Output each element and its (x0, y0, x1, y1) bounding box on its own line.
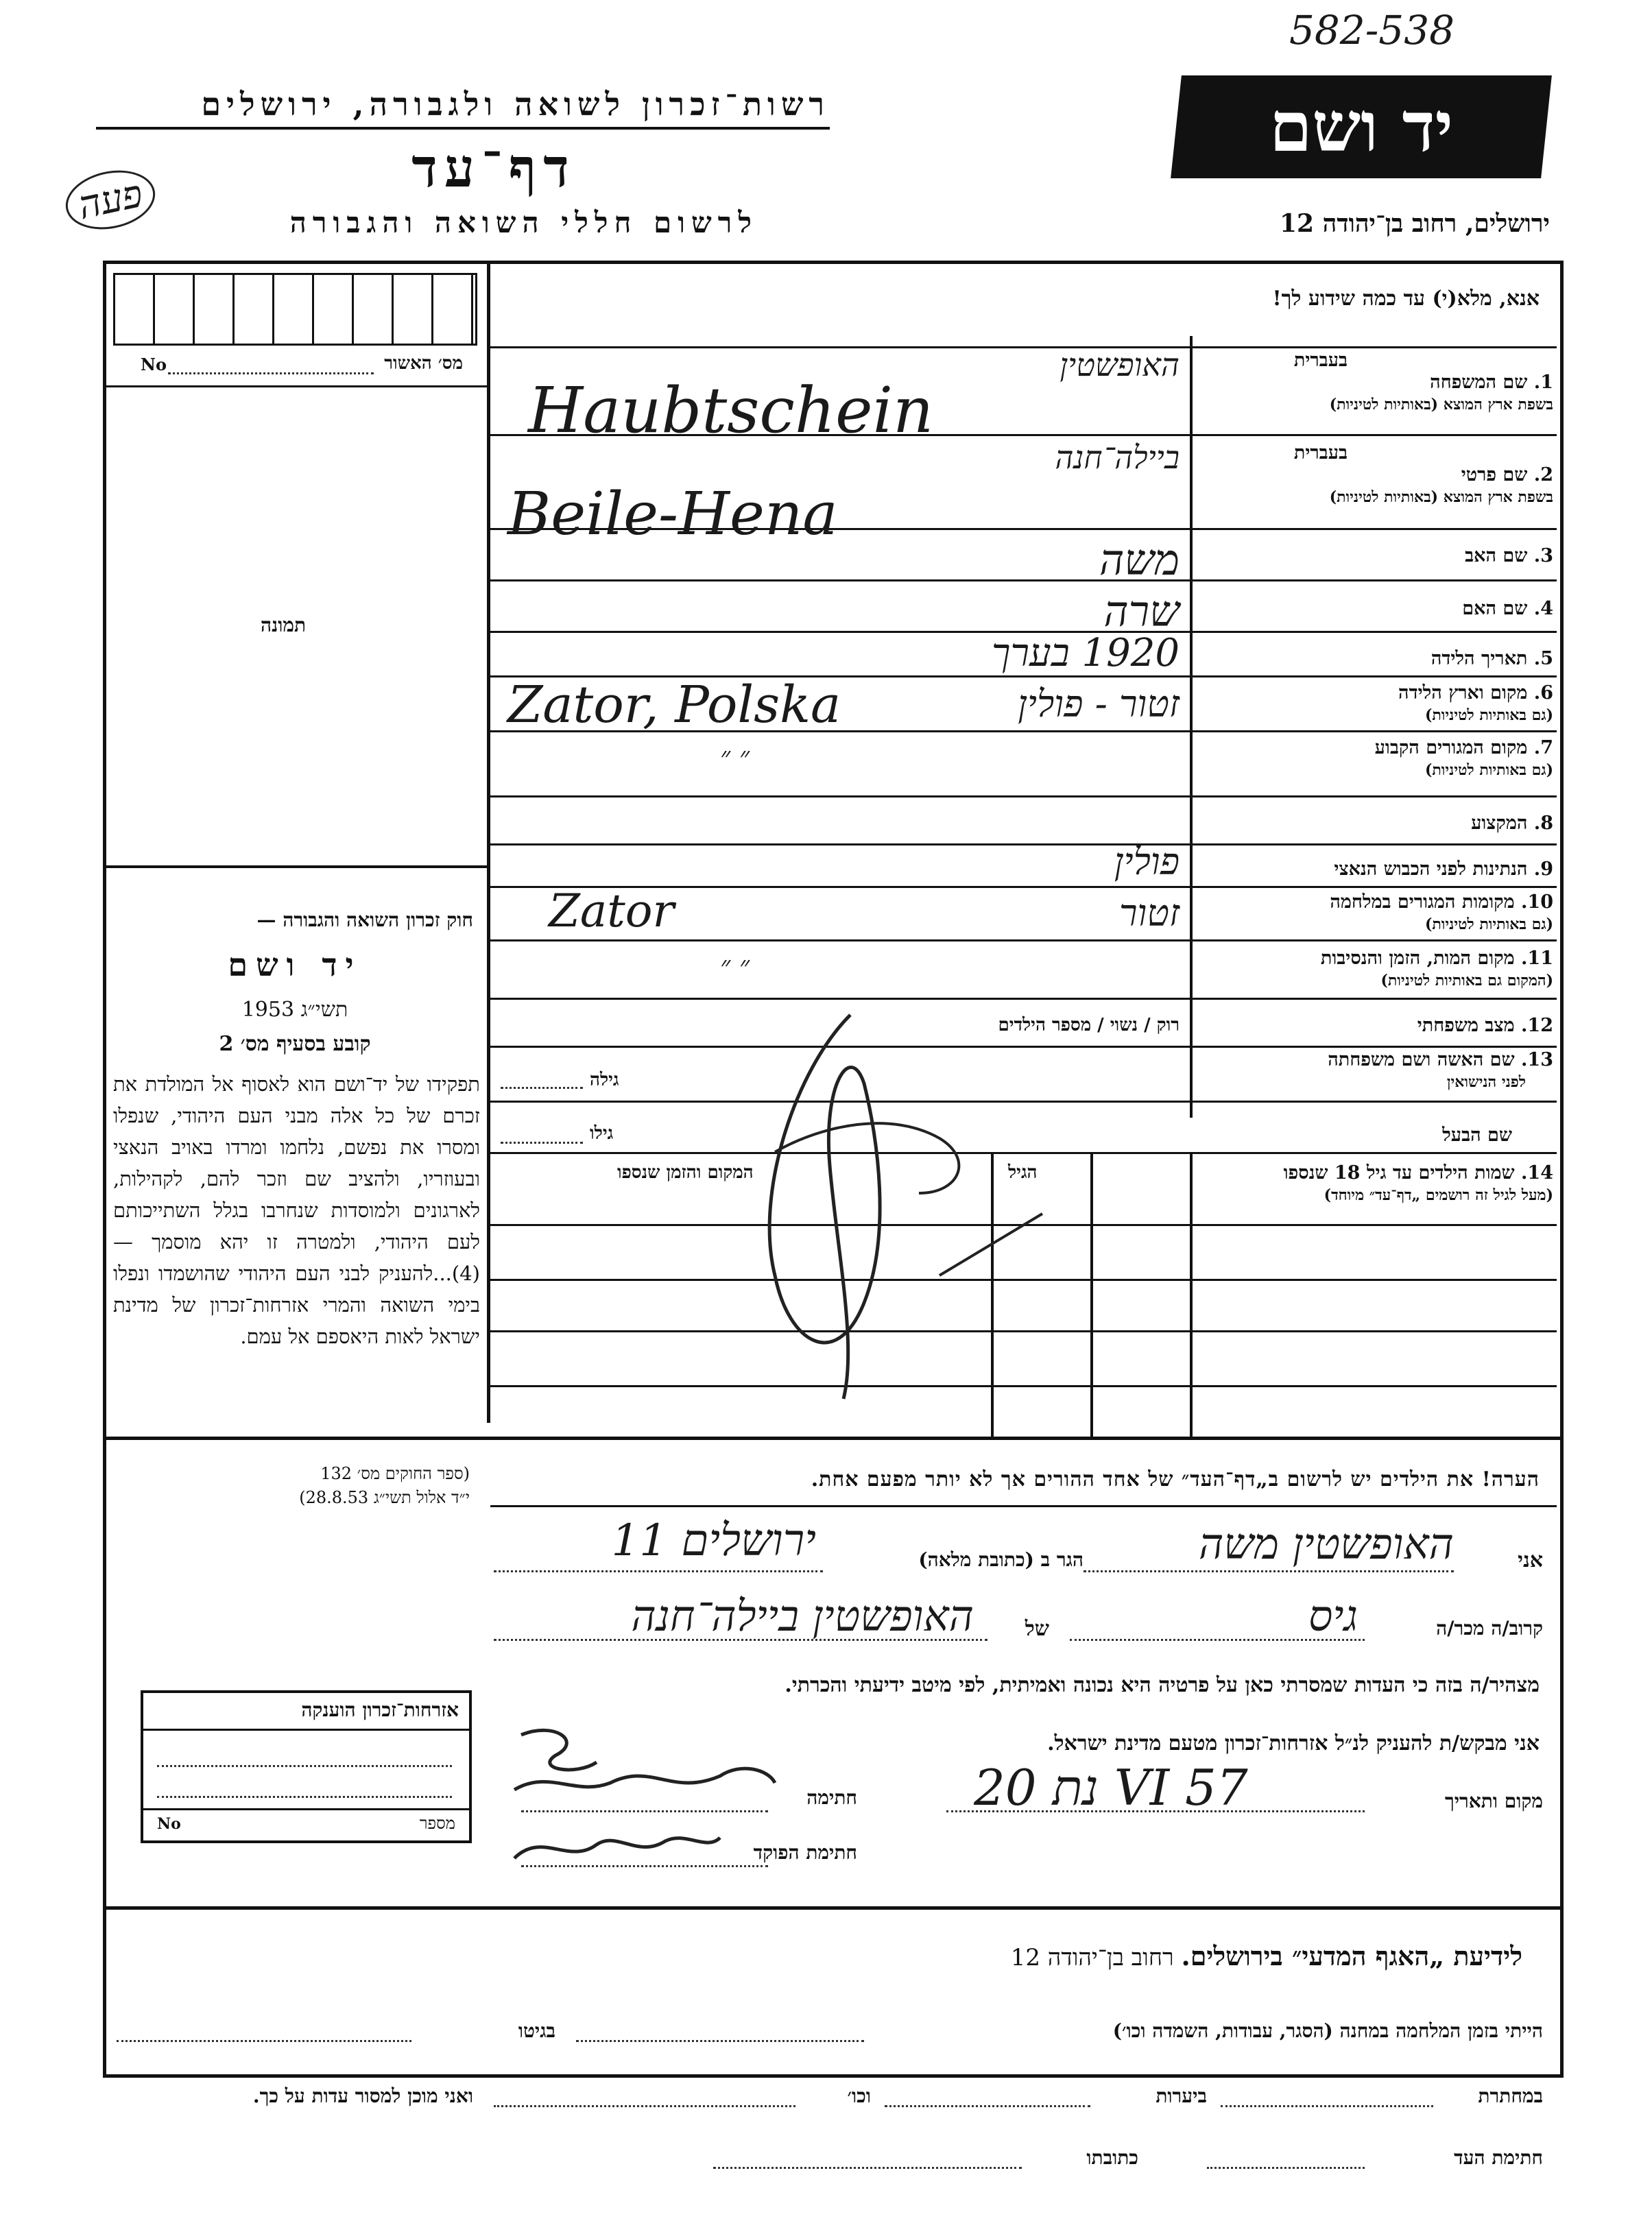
form-subtitle: לרשום חללי השואה והגבורה (289, 206, 758, 239)
field-2-note: בשפת ארץ המוצא (באותיות לטיניות) (1329, 488, 1553, 506)
field-1-num: 1. (1533, 372, 1553, 393)
form-title: דף־עד (411, 137, 576, 200)
field-9-num: 9. (1533, 859, 1553, 880)
field-7-num: 7. (1533, 737, 1553, 758)
decl-address-value[interactable]: ירושלים 11 (611, 1515, 816, 1566)
field-14-num: 14. (1521, 1162, 1553, 1184)
field-7-note: (גם באותיות לטיניות) (1424, 761, 1553, 779)
note-line: הערה! את הילדים יש לרשום ב„דף־העד״ של אחד ההורים אך לא יותר מפעם אחת. (811, 1467, 1540, 1491)
field-6-note: (גם באותיות לטיניות) (1424, 706, 1553, 724)
margin-mark: פעה (60, 163, 160, 237)
field-4-num: 4. (1533, 598, 1553, 619)
field-14-title: שמות הילדים עד גיל 18 שנספו (1283, 1162, 1515, 1184)
field-6-num: 6. (1533, 682, 1553, 704)
decl-i-label: אני (1518, 1548, 1543, 1572)
law-clause: קובע בסעיף מס׳ 2 (219, 1032, 371, 1056)
official-sig-label: חתימת הפוקד (753, 1841, 857, 1864)
field-1-label (1197, 350, 1553, 416)
husband-age-label: גילו (590, 1123, 614, 1144)
father-name[interactable]: משה (1099, 535, 1180, 585)
signature-label: חתימה (806, 1786, 857, 1809)
approval-no-label: מס׳ האשור (384, 353, 463, 374)
birthplace-latin[interactable]: Zator, Polska (507, 675, 841, 734)
law-title: חוק זכרון השואה והגבורה — (256, 909, 473, 931)
field-12-status-options: רוק / נשוי / מספר הילדים (998, 1015, 1180, 1035)
field-9-title: הנתינות לפני הכבוש הנאצי (1334, 859, 1528, 880)
footer-line1-b: בגיטו (518, 2019, 555, 2042)
field-12-num: 12. (1521, 1015, 1553, 1036)
approval-no-symbol: No (141, 355, 167, 374)
place-date-label: מקום ותאריך (1444, 1790, 1543, 1812)
field-14-note: (מעל לגיל זה רושמים „דף־עד״ מיוחד) (1324, 1186, 1553, 1204)
handwritten-scribble (617, 987, 1097, 1433)
field-7-label (1197, 737, 1553, 781)
footer-line2-c: וכו׳ (847, 2085, 871, 2107)
footer-line2-b: ביערות (1156, 2085, 1207, 2107)
decl-request: אני מבקש/ת להעניק לנ״ל אזרחות־זכרון מטעם מדינת ישראל. (1047, 1731, 1540, 1755)
field-2-lang: בעברית (1293, 442, 1348, 464)
field-1-title: שם המשפחה (1430, 372, 1528, 393)
approval-no-row (113, 353, 477, 381)
footer-heading (494, 1941, 1522, 1972)
mother-name[interactable]: שרה (1103, 586, 1180, 636)
footer-line2-a: במחתרת (1478, 2085, 1543, 2107)
field-4-title: שם האם (1462, 598, 1528, 619)
field-13-note: לפני הנישואין (1446, 1073, 1526, 1091)
field-11-label (1197, 948, 1553, 992)
husband-label: שם הבעל (1442, 1125, 1512, 1146)
archive-number: 582-538 (1289, 7, 1455, 53)
footer-heading-bold: לידיעת „האגף המדעי״ בירושלים. (1181, 1941, 1522, 1971)
law-year: תשי״ג 1953 (241, 998, 348, 1022)
law-source: (ספר החוקים מס׳ 132 (320, 1464, 470, 1483)
approval-strip (113, 273, 477, 346)
field-11-num: 11. (1521, 948, 1553, 969)
decl-relation-value[interactable]: גיס (1308, 1591, 1358, 1641)
field-2-title: שם פרטי (1461, 464, 1528, 485)
wartime-residence-hebrew[interactable]: זטור (1118, 891, 1180, 935)
field-6-title: מקום וארץ הלידה (1398, 682, 1528, 704)
field-8-label (1197, 813, 1553, 835)
law-name: יד ושם (228, 946, 362, 983)
field-4-label (1197, 598, 1553, 620)
citizenship-box (141, 1690, 472, 1843)
logo-text: יד ושם (1269, 86, 1453, 167)
official-signature (501, 1817, 727, 1879)
field-13-title: שם האשה ושם משפחתה (1328, 1049, 1515, 1070)
field-3-num: 3. (1533, 545, 1553, 566)
photo-label: תמונה (261, 614, 307, 636)
field-13-label (1197, 1049, 1553, 1093)
firstname-hebrew[interactable]: ביילה־חנה (1055, 439, 1180, 476)
field-7-title: מקום המגורים הקבוע (1374, 737, 1528, 758)
field-10-note: (גם באותיות לטיניות) (1424, 915, 1553, 933)
field-10-title: מקומות המגורים במלחמה (1330, 891, 1515, 913)
children-col-age: הגיל (1008, 1162, 1038, 1183)
field-2-label (1197, 442, 1553, 508)
field-10-label (1197, 891, 1553, 935)
field-1-note: בשפת ארץ המוצא (באותיות לטיניות) (1329, 396, 1553, 413)
citizenship-no-symbol: No (157, 1815, 181, 1833)
birthplace-hebrew[interactable]: זטור - פולין (1018, 682, 1180, 725)
field-3-title: שם האב (1465, 545, 1528, 566)
field-14-label (1197, 1162, 1553, 1206)
field-5-title: תאריך הלידה (1430, 648, 1528, 669)
field-13-num: 13. (1521, 1049, 1553, 1070)
decl-of-label: של (1025, 1617, 1049, 1641)
place-date-value[interactable]: נת 20 VI 57 (974, 1759, 1248, 1816)
citizenship-no-label: מספר (419, 1814, 455, 1833)
law-date: י״ד אלול תשי״ג 28.8.53) (299, 1488, 470, 1507)
footer-line2-d: ואני מוכן למסור עדות על כך. (252, 2085, 473, 2107)
decl-i-value[interactable]: האופשטין משה (1199, 1519, 1454, 1569)
decl-relative-label: קרוב/ה מכר/ה (1436, 1617, 1543, 1640)
instruction: אנא, מלא(י) עד כמה שידוע לך! (1272, 287, 1540, 311)
field-8-title: המקצוע (1471, 813, 1528, 834)
footer-heading-rest: רחוב בן־יהודה 12 (1010, 1944, 1174, 1971)
footer-line3-b: כתובתו (1086, 2146, 1138, 2169)
wife-age-label: גילה (590, 1070, 619, 1090)
field-5-label (1197, 648, 1553, 670)
field-12-label (1197, 1015, 1553, 1037)
field-12-title: מצב משפחתי (1417, 1015, 1515, 1036)
law-text: תפקידו של יד־ושם הוא לאסוף אל המולדת את זכרם של כל אלה מבני העם היהודי, שנפלו ומסרו את נפשם, נלחמו ומרדו באויב הנאצי ובעוזריו, ולהציב שם וזכר להם, לקהילות, לארגונים ולמוסדות שנחרבו בגלל השתייכותם לעם היהודי, ולמטרה זו יהא מוסמך — (4)...להעניק לבני העם היהודי שהושמדו ונפלו בימי השואה והמרי אזרחות־זכרון של מדינת ישראל לאות היאספם אל עמם. (113, 1072, 480, 1348)
birth-date[interactable]: 1920 בערך (991, 631, 1180, 675)
citizenship-value[interactable]: פולין (1114, 840, 1180, 883)
decl-of-value[interactable]: האופשטין ביילה־חנה (631, 1591, 974, 1641)
field-9-label (1197, 859, 1553, 880)
decl-statement: מצהיר/ה בזה כי העדות שמסרתי כאן על פרטיה היא נכונה ואמיתית, לפי מיטב ידיעתי והכרתי. (785, 1673, 1540, 1697)
children-col-place: המקום והזמן שנספו (617, 1162, 754, 1183)
surname-hebrew[interactable]: האופשטין (1060, 346, 1180, 383)
death-place-value[interactable]: ״ ״ (720, 950, 750, 982)
witness-signature (494, 1714, 789, 1824)
footer-line3-a: חתימת העד (1454, 2146, 1543, 2169)
field-3-label (1197, 545, 1553, 567)
wartime-residence-latin[interactable]: Zator (549, 885, 675, 937)
field-11-note: (המקום גם באותיות לטיניות) (1380, 972, 1553, 989)
decl-resides-label: הגר ב (כתובת מלאה) (918, 1548, 1084, 1571)
firstname-latin[interactable]: Beile-Hena (507, 480, 838, 549)
field-2-num: 2. (1533, 464, 1553, 485)
field-1-lang: בעברית (1293, 350, 1348, 371)
residence-value[interactable]: ״ ״ (720, 741, 750, 773)
field-10-num: 10. (1521, 891, 1553, 913)
field-6-label (1197, 682, 1553, 726)
field-8-num: 8. (1533, 813, 1553, 834)
footer-line1-a: הייתי בזמן המלחמה במחנה (הסגר, עבודות, השמדה וכו׳) (1112, 2019, 1543, 2042)
citizenship-box-title: אזרחות־זכרון הוענקה (301, 1699, 459, 1721)
authority-name: רשות־זכרון לשואה ולגבורה, ירושלים (201, 86, 830, 123)
yad-vashem-logo (1171, 75, 1552, 178)
surname-latin[interactable]: Haubtschein (528, 374, 934, 447)
field-11-title: מקום המות, הזמן והנסיבות (1320, 948, 1515, 969)
field-5-num: 5. (1533, 648, 1553, 669)
address: ירושלים, רחוב בן־יהודה 12 (1279, 209, 1550, 238)
